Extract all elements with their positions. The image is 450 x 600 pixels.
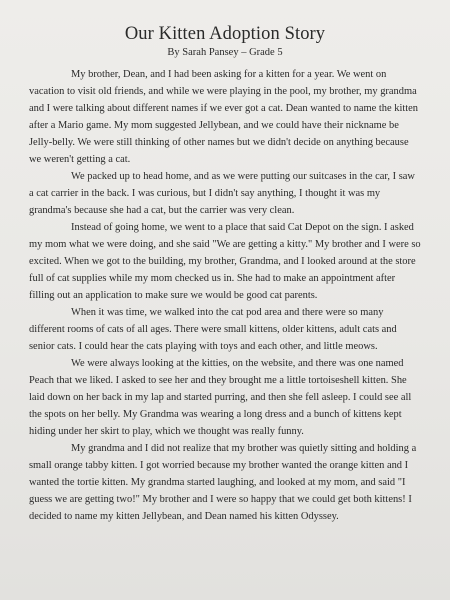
paragraph-3: Instead of going home, we went to a place that said Cat Depot on the sign. I asked my mom what we were doing, and she said "We are getting a kitty." My brother and I were so excited. When we got to the building, my brother, Grandma, and I looked around at the store full of cat supplies while my mom checked us in. She had to make an appointment after filling out an application to make sure we would be good cat parents. xyxy=(29,222,421,301)
document-title: Our Kitten Adoption Story xyxy=(124,24,326,44)
paragraph-4: When it was time, we walked into the cat pod area and there were so many different rooms of cats of all ages. There were small kittens, older kittens, adult cats and senior cats. I could hear the cats playing with toys and each other, and little meows. xyxy=(29,307,397,352)
author-byline: By Sarah Pansey – Grade 5 xyxy=(167,47,283,58)
paragraph-6: My grandma and I did not realize that my brother was quietly sitting and holding a small orange tabby kitten. I got worried because my brother wanted the orange kitten and I wanted the tortie kitten. My grandma started laughing, and looked at my mom, and said "I guess we are getting two!" My brother and I were so happy that we could get both kittens! I decided to name my kitten Jellybean, and Dean named his kitten Odyssey. xyxy=(29,443,417,522)
paragraph-5: We were always looking at the kitties, on the website, and there was one named Peach that we liked. I asked to see her and they brought me a little tortoiseshell kitten. She laid down on her back in my lap and started purring, and then she fell asleep. I could see all the spots on her belly. My Grandma was wearing a long dress and a bunch of kittens kept hiding under her skirt to play, which we thought was really funny. xyxy=(29,358,412,437)
paragraph-1: My brother, Dean, and I had been asking for a kitten for a year. We went on vacation to visit old friends, and while we were playing in the pool, my brother, my grandma and I were talking about different names if we ever got a cat. Dean wanted to name the kitten after a Mario game. My mom suggested Jellybean, and we could have their nickname be Jelly-belly. We were still thinking of other names but we didn't decide on anything because we weren't getting a cat. xyxy=(29,69,419,165)
paragraph-2: We packed up to head home, and as we were putting our suitcases in the car, I saw a cat carrier in the back. I was curious, but I didn't say anything, I thought it was my grandma's because she had a cat, but the carrier was very clean. xyxy=(29,171,415,216)
